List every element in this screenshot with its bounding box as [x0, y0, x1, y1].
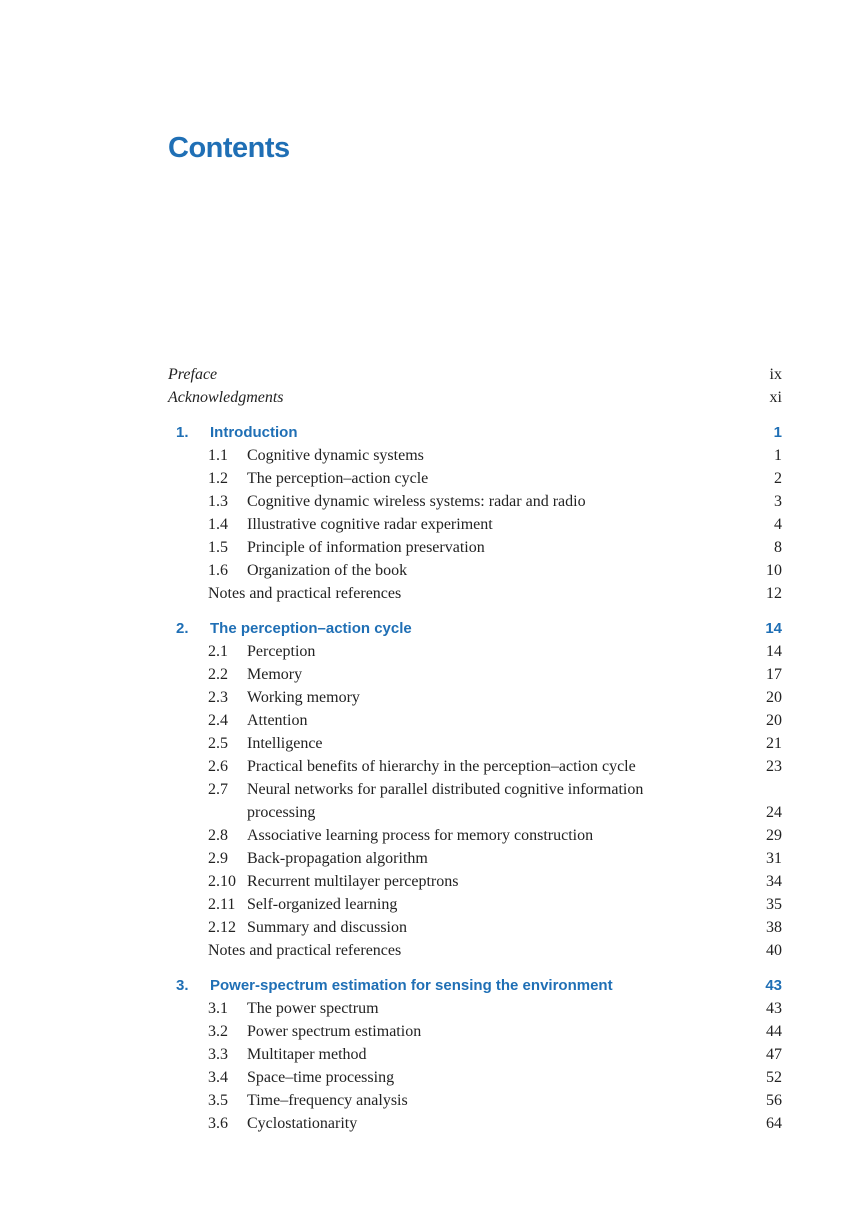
notes-page: 12 — [766, 585, 782, 602]
section-title: Back-propagation algorithm — [247, 850, 428, 867]
section-page: 20 — [766, 689, 782, 706]
section-number: 2.9 — [208, 850, 228, 867]
toc-section — [168, 893, 782, 916]
toc-entry-acknowledgments — [168, 386, 782, 409]
toc-section — [168, 870, 782, 893]
toc-section — [168, 997, 782, 1020]
section-page: 8 — [774, 539, 782, 556]
section-number: 2.5 — [208, 735, 228, 752]
section-number: 2.10 — [208, 873, 236, 890]
section-number: 2.8 — [208, 827, 228, 844]
section-title: Working memory — [247, 689, 360, 706]
chapter-title: The perception–action cycle — [210, 620, 412, 637]
toc-section — [168, 1112, 782, 1135]
section-title: The power spectrum — [247, 1000, 379, 1017]
section-page: 47 — [766, 1046, 782, 1063]
chapter-3-heading — [168, 974, 782, 997]
toc-notes — [168, 939, 782, 962]
chapter-number: 2. — [176, 620, 189, 637]
section-title: Neural networks for parallel distributed cognitive information processing — [247, 781, 644, 821]
toc-section — [168, 444, 782, 467]
notes-page: 40 — [766, 942, 782, 959]
toc-section — [168, 686, 782, 709]
section-number: 1.4 — [208, 516, 228, 533]
section-title: Perception — [247, 643, 316, 660]
chapter-page: 43 — [765, 977, 782, 994]
toc-section — [168, 1043, 782, 1066]
toc-section — [168, 640, 782, 663]
section-number: 1.2 — [208, 470, 228, 487]
section-page: 1 — [774, 447, 782, 464]
section-number: 2.2 — [208, 666, 228, 683]
chapter-number: 1. — [176, 424, 189, 441]
section-page: 64 — [766, 1115, 782, 1132]
section-number: 3.1 — [208, 1000, 228, 1017]
section-page: 2 — [774, 470, 782, 487]
toc-section — [168, 536, 782, 559]
section-title: Attention — [247, 712, 308, 729]
section-number: 2.6 — [208, 758, 228, 775]
section-title: Time–frequency analysis — [247, 1092, 408, 1109]
toc-section — [168, 559, 782, 582]
section-number: 1.1 — [208, 447, 228, 464]
toc-entry-page: xi — [769, 389, 782, 406]
section-number: 3.6 — [208, 1115, 228, 1132]
section-title: Self-organized learning — [247, 896, 398, 913]
section-title: Memory — [247, 666, 303, 683]
section-title: Illustrative cognitive radar experiment — [247, 516, 493, 533]
section-title: Associative learning process for memory construction — [247, 827, 594, 844]
section-number: 1.6 — [208, 562, 228, 579]
page-title: Contents — [168, 132, 290, 164]
section-page: 34 — [766, 873, 782, 890]
section-number: 3.3 — [208, 1046, 228, 1063]
toc-entry-label: Acknowledgments — [168, 389, 284, 406]
chapter-number: 3. — [176, 977, 189, 994]
toc-section — [168, 663, 782, 686]
section-title: Space–time processing — [247, 1069, 395, 1086]
toc-section — [168, 778, 782, 824]
section-page: 23 — [766, 758, 782, 775]
section-page: 31 — [766, 850, 782, 867]
section-page: 44 — [766, 1023, 782, 1040]
notes-label: Notes and practical references — [208, 585, 402, 602]
section-title: Practical benefits of hierarchy in the perception–action cycle — [247, 758, 636, 775]
section-number: 2.7 — [208, 781, 228, 798]
section-number: 2.1 — [208, 643, 228, 660]
section-page: 10 — [766, 562, 782, 579]
table-of-contents — [168, 363, 782, 1135]
toc-section — [168, 490, 782, 513]
toc-section — [168, 513, 782, 536]
section-page: 20 — [766, 712, 782, 729]
chapter-title: Power-spectrum estimation for sensing the environment — [210, 977, 613, 994]
section-number: 3.4 — [208, 1069, 228, 1086]
section-page: 52 — [766, 1069, 782, 1086]
section-title: Cognitive dynamic systems — [247, 447, 424, 464]
section-title: Multitaper method — [247, 1046, 367, 1063]
toc-section — [168, 1089, 782, 1112]
section-page: 17 — [766, 666, 782, 683]
section-page: 29 — [766, 827, 782, 844]
toc-section — [168, 467, 782, 490]
section-number: 3.2 — [208, 1023, 228, 1040]
toc-entry-page: ix — [769, 366, 782, 383]
toc-section — [168, 847, 782, 870]
toc-section — [168, 732, 782, 755]
toc-entry-preface — [168, 363, 782, 386]
section-number: 3.5 — [208, 1092, 228, 1109]
chapter-1-heading — [168, 421, 782, 444]
toc-section — [168, 824, 782, 847]
chapter-title: Introduction — [210, 424, 298, 441]
section-page: 24 — [766, 804, 782, 821]
chapter-page: 1 — [773, 424, 782, 441]
toc-section — [168, 1020, 782, 1043]
section-title: Principle of information preservation — [247, 539, 485, 556]
notes-label: Notes and practical references — [208, 942, 402, 959]
section-page: 3 — [774, 493, 782, 510]
toc-entry-label: Preface — [168, 366, 218, 383]
section-title: The perception–action cycle — [247, 470, 429, 487]
section-page: 35 — [766, 896, 782, 913]
toc-section — [168, 916, 782, 939]
section-title: Intelligence — [247, 735, 323, 752]
toc-section — [168, 1066, 782, 1089]
chapter-page: 14 — [765, 620, 782, 637]
section-page: 4 — [774, 516, 782, 533]
section-page: 38 — [766, 919, 782, 936]
section-page: 21 — [766, 735, 782, 752]
section-number: 2.11 — [208, 896, 236, 913]
section-title: Cognitive dynamic wireless systems: radar and radio — [247, 493, 586, 510]
section-number: 1.5 — [208, 539, 228, 556]
section-title: Organization of the book — [247, 562, 408, 579]
section-number: 2.12 — [208, 919, 236, 936]
section-page: 14 — [766, 643, 782, 660]
section-title: Power spectrum estimation — [247, 1023, 422, 1040]
section-number: 2.3 — [208, 689, 228, 706]
toc-section — [168, 755, 782, 778]
toc-section — [168, 709, 782, 732]
toc-notes — [168, 582, 782, 605]
section-page: 56 — [766, 1092, 782, 1109]
section-title: Summary and discussion — [247, 919, 407, 936]
section-title: Recurrent multilayer perceptrons — [247, 873, 459, 890]
chapter-2-heading — [168, 617, 782, 640]
section-number: 1.3 — [208, 493, 228, 510]
section-number: 2.4 — [208, 712, 228, 729]
section-page: 43 — [766, 1000, 782, 1017]
section-title: Cyclostationarity — [247, 1115, 358, 1132]
